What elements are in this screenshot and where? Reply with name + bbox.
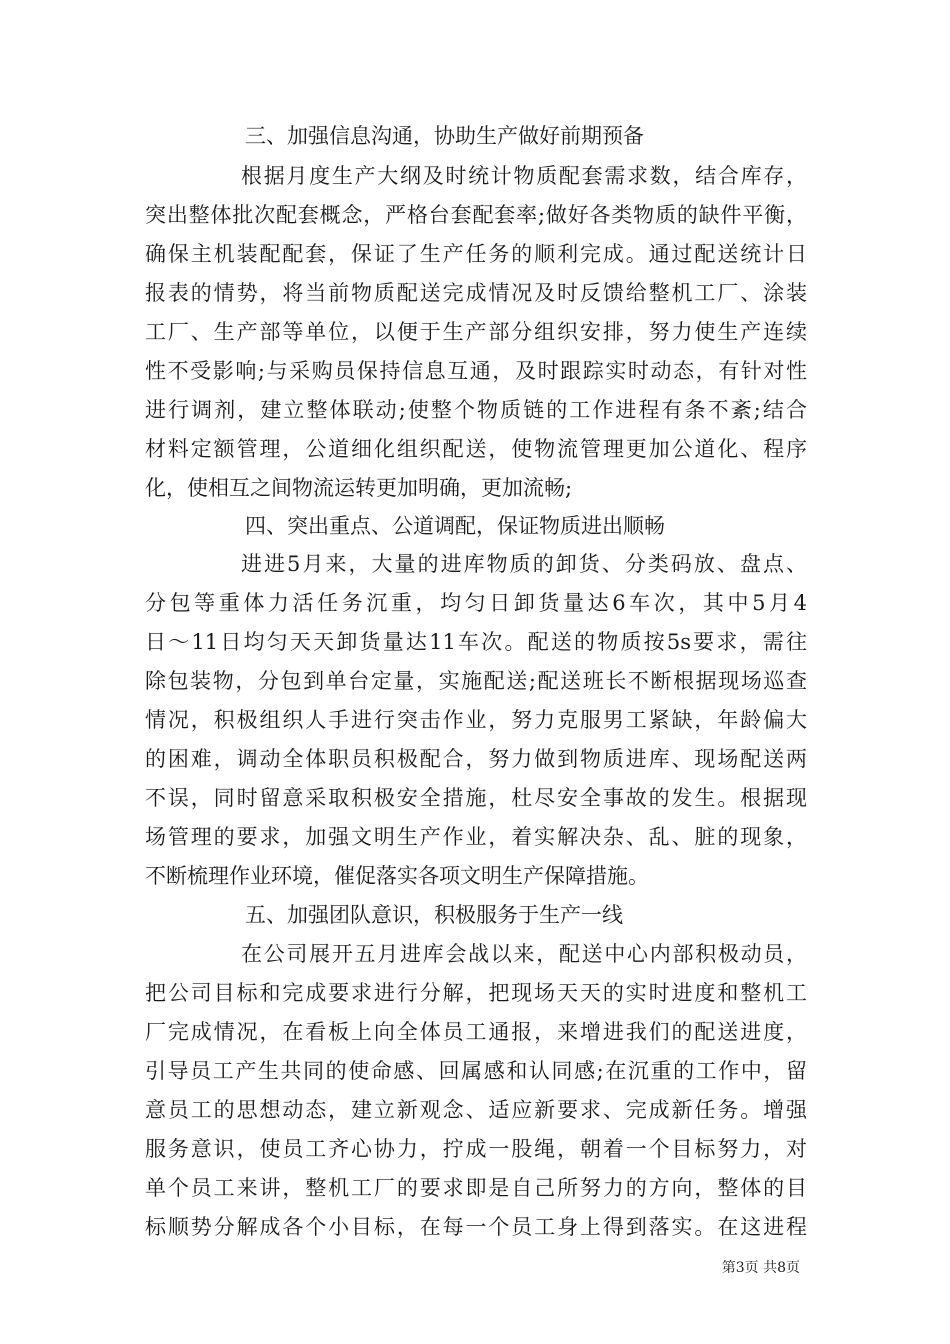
paragraph-line: 在公司展开五月进库会战以来，配送中心内部积极动员， [241,942,807,966]
paragraph-line: 进行调剂，建立整体联动;使整个物质链的工作进程有条不紊;结合 [145,398,807,422]
paragraph-line: 场管理的要求，加强文明生产作业，着实解决杂、乱、脏的现象， [145,825,807,849]
page-number: 第3页 共8页 [721,1260,800,1276]
paragraph-line: 情况，积极组织人手进行突击作业，努力克服男工紧缺，年龄偏大 [145,708,807,732]
paragraph-line: 厂完成情况，在看板上向全体员工通报，来增进我们的配送进度， [145,1020,807,1044]
paragraph-line: 材料定额管理，公道细化组织配送，使物流管理更加公道化、程序 [145,437,807,461]
paragraph-line: 报表的情势，将当前物质配送完成情况及时反馈给整机工厂、涂装 [145,281,807,305]
paragraph-line: 不断梳理作业环境，催促落实各项文明生产保障措施。 [145,864,649,888]
paragraph-line: 进进5月来，大量的进库物质的卸货、分类码放、盘点、 [241,552,807,576]
section-heading-3: 三、加强信息沟通，协助生产做好前期预备 [245,124,644,148]
section-heading-5: 五、加强团队意识，积极服务于生产一线 [245,903,623,927]
paragraph-line: 性不受影响;与采购员保持信息互通，及时跟踪实时动态，有针对性 [145,359,807,383]
paragraph-line: 不误，同时留意采取积极安全措施，杜尽安全事故的发生。根据现 [145,786,807,810]
paragraph-line: 单个员工来讲，整机工厂的要求即是自己所努力的方向，整体的目 [145,1176,807,1200]
paragraph-line: 除包装物，分包到单台定量，实施配送;配送班长不断根据现场巡查 [145,669,807,693]
paragraph-line: 分包等重体力活任务沉重，均匀日卸货量达6车次，其中5月4 [145,591,807,615]
paragraph-line: 日～11日均匀天天卸货量达11车次。配送的物质按5s要求，需往 [145,630,807,654]
paragraph-line: 根据月度生产大纲及时统计物质配套需求数，结合库存， [241,164,807,188]
paragraph-line: 服务意识，使员工齐心协力，拧成一股绳，朝着一个目标努力，对 [145,1137,807,1161]
paragraph-line: 引导员工产生共同的使命感、回属感和认同感;在沉重的工作中，留 [145,1059,807,1083]
paragraph-line: 把公司目标和完成要求进行分解，把现场天天的实时进度和整机工 [145,981,807,1005]
paragraph-line: 工厂、生产部等单位，以便于生产部分组织安排，努力使生产连续 [145,320,807,344]
section-heading-4: 四、突出重点、公道调配，保证物质进出顺畅 [245,514,665,538]
paragraph-line: 标顺势分解成各个小目标，在每一个员工身上得到落实。在这进程 [145,1215,807,1239]
paragraph-line: 意员工的思想动态，建立新观念、适应新要求、完成新任务。增强 [145,1098,807,1122]
paragraph-line: 突出整体批次配套概念，严格台套配套率;做好各类物质的缺件平衡， [145,203,807,227]
paragraph-line: 化，使相互之间物流运转更加明确，更加流畅; [145,476,573,500]
paragraph-line: 的困难，调动全体职员积极配合，努力做到物质进库、现场配送两 [145,747,807,771]
paragraph-line: 确保主机装配配套，保证了生产任务的顺利完成。通过配送统计日 [145,242,807,266]
